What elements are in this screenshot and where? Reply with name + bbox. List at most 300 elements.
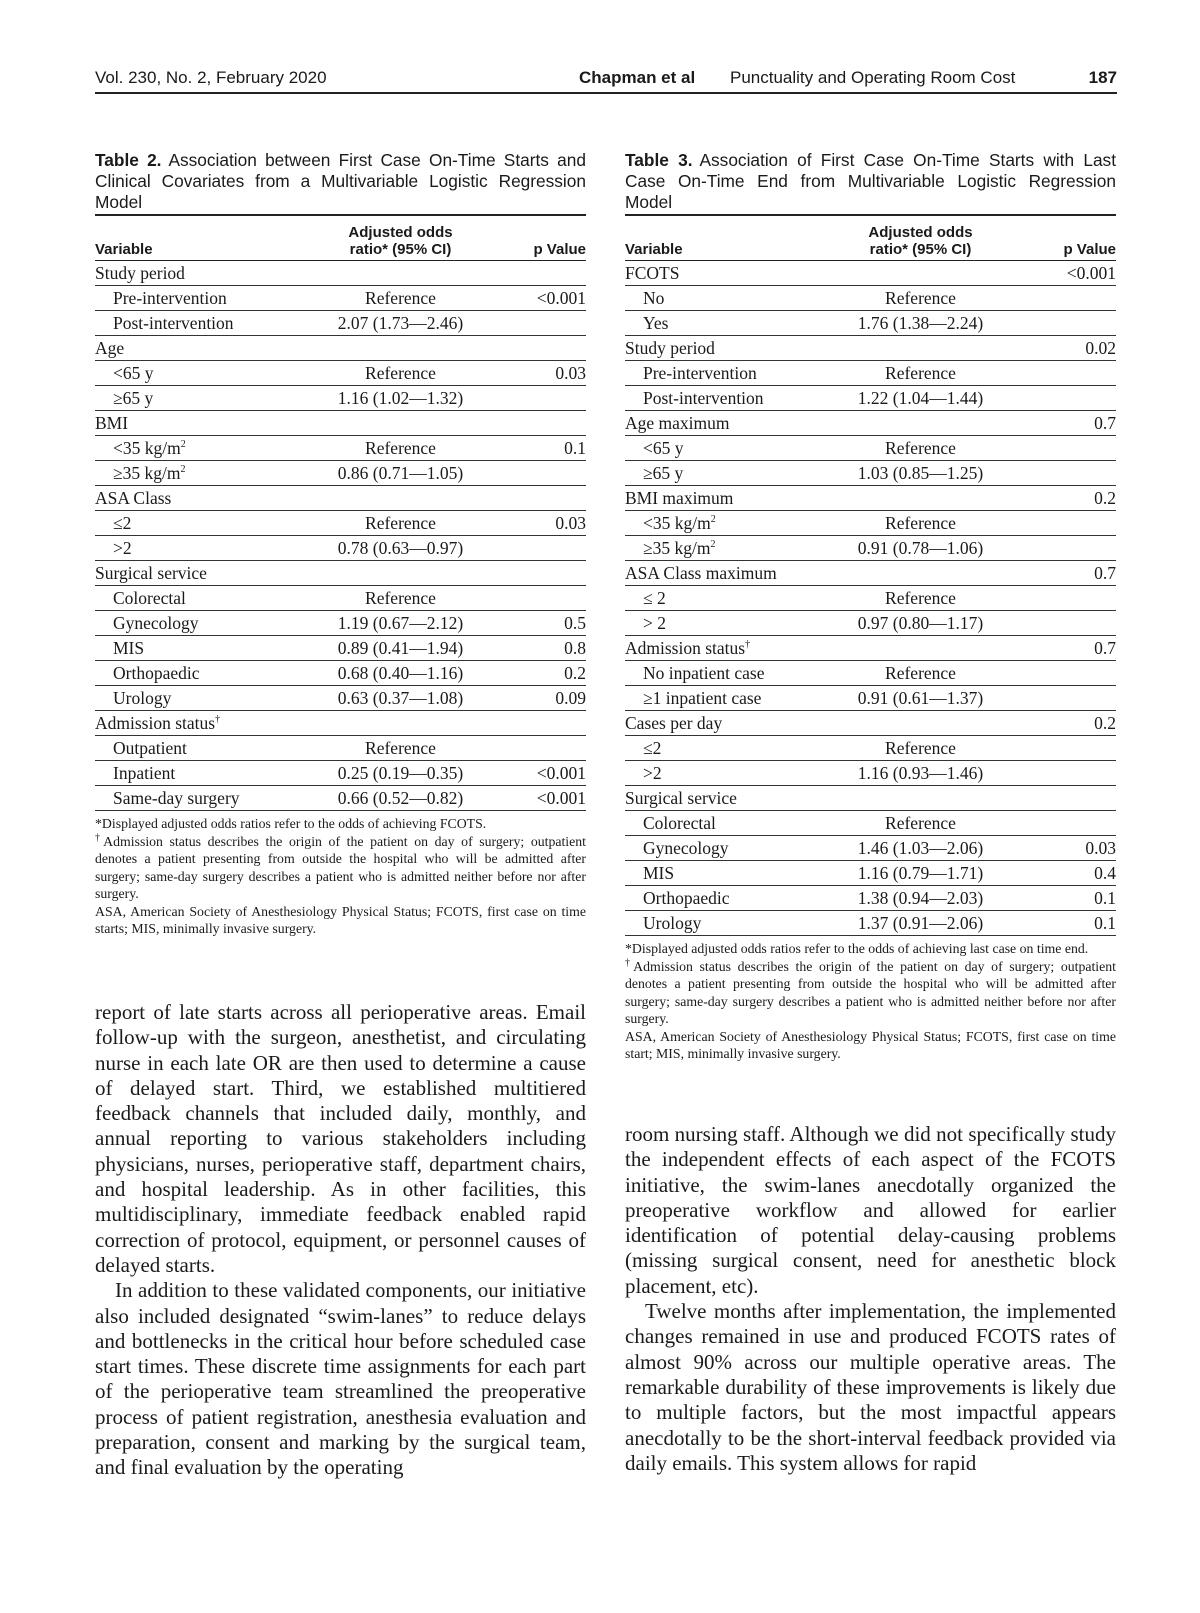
cell-p-value: 0.1 bbox=[496, 436, 586, 461]
cell-variable bbox=[625, 911, 815, 936]
table-row bbox=[625, 561, 1116, 586]
cell-odds-ratio bbox=[815, 261, 1026, 286]
cell-odds-ratio bbox=[305, 561, 496, 586]
table-row bbox=[625, 811, 1116, 836]
cell-variable bbox=[95, 586, 305, 611]
variable-label: Urology bbox=[643, 913, 702, 933]
cell-variable bbox=[95, 561, 305, 586]
cell-variable bbox=[95, 611, 305, 636]
cell-variable bbox=[95, 661, 305, 686]
table-row bbox=[625, 411, 1116, 436]
cell-variable bbox=[625, 786, 815, 811]
cell-odds-ratio: 1.22 (1.04—1.44) bbox=[815, 386, 1026, 411]
table-row bbox=[95, 686, 586, 711]
variable-superscript: † bbox=[215, 714, 221, 726]
table-3-block bbox=[625, 150, 1116, 1063]
cell-odds-ratio bbox=[815, 711, 1026, 736]
journal-volume: Vol. 230, No. 2, February 2020 bbox=[95, 68, 327, 87]
table-row bbox=[625, 661, 1116, 686]
col-odds-header bbox=[305, 215, 496, 261]
cell-variable bbox=[95, 311, 305, 336]
cell-variable bbox=[625, 586, 815, 611]
table-row bbox=[95, 611, 586, 636]
cell-odds-ratio: Reference bbox=[305, 511, 496, 536]
table-row bbox=[625, 636, 1116, 661]
cell-variable bbox=[625, 436, 815, 461]
table-row bbox=[95, 311, 586, 336]
table-row bbox=[625, 586, 1116, 611]
table-row bbox=[95, 711, 586, 736]
table-row bbox=[625, 736, 1116, 761]
table-row bbox=[95, 286, 586, 311]
variable-label: Pre-intervention bbox=[643, 363, 757, 383]
cell-odds-ratio bbox=[815, 411, 1026, 436]
cell-p-value: 0.2 bbox=[496, 661, 586, 686]
cell-variable bbox=[625, 636, 815, 661]
cell-odds-ratio: 0.68 (0.40—1.16) bbox=[305, 661, 496, 686]
table-row bbox=[625, 336, 1116, 361]
cell-p-value: 0.02 bbox=[1026, 336, 1116, 361]
cell-p-value: 0.4 bbox=[1026, 861, 1116, 886]
variable-label: ASA Class bbox=[95, 488, 172, 508]
cell-variable bbox=[625, 511, 815, 536]
cell-odds-ratio: 1.37 (0.91—2.06) bbox=[815, 911, 1026, 936]
cell-odds-ratio: 0.66 (0.52—0.82) bbox=[305, 786, 496, 811]
table-row bbox=[95, 486, 586, 511]
variable-label: No bbox=[643, 288, 665, 308]
table-row bbox=[625, 511, 1116, 536]
variable-label: <35 kg/m bbox=[113, 438, 181, 458]
cell-variable bbox=[625, 561, 815, 586]
variable-label: ≥65 y bbox=[643, 463, 684, 483]
cell-odds-ratio: 1.16 (0.79—1.71) bbox=[815, 861, 1026, 886]
cell-p-value bbox=[496, 711, 586, 736]
footnote-text: *Displayed adjusted odds ratios refer to the odds of achieving FCOTS. bbox=[95, 816, 487, 831]
col-odds-header bbox=[815, 215, 1026, 261]
cell-odds-ratio: 0.78 (0.63—0.97) bbox=[305, 536, 496, 561]
variable-label: Same-day surgery bbox=[113, 788, 240, 808]
cell-variable bbox=[95, 361, 305, 386]
variable-label: Urology bbox=[113, 688, 172, 708]
cell-variable bbox=[625, 411, 815, 436]
table-row bbox=[95, 411, 586, 436]
cell-p-value bbox=[1026, 661, 1116, 686]
cell-odds-ratio bbox=[815, 336, 1026, 361]
cell-variable bbox=[95, 286, 305, 311]
table-row bbox=[625, 761, 1116, 786]
cell-p-value bbox=[1026, 511, 1116, 536]
cell-odds-ratio: 1.16 (1.02—1.32) bbox=[305, 386, 496, 411]
variable-label: ≤2 bbox=[643, 738, 662, 758]
cell-variable bbox=[625, 386, 815, 411]
table-row bbox=[625, 686, 1116, 711]
variable-label: Surgical service bbox=[95, 563, 207, 583]
cell-variable bbox=[625, 311, 815, 336]
variable-label: Age bbox=[95, 338, 125, 358]
cell-odds-ratio: Reference bbox=[815, 811, 1026, 836]
variable-label: Post-intervention bbox=[113, 313, 234, 333]
cell-variable bbox=[95, 336, 305, 361]
cell-p-value bbox=[1026, 386, 1116, 411]
footnote-text: *Displayed adjusted odds ratios refer to the odds of achieving last case on time end. bbox=[625, 941, 1089, 956]
table-footnote bbox=[625, 1028, 1116, 1063]
cell-p-value bbox=[1026, 611, 1116, 636]
cell-odds-ratio: 0.97 (0.80—1.17) bbox=[815, 611, 1026, 636]
table-2-header-row bbox=[95, 215, 586, 261]
table-row bbox=[625, 836, 1116, 861]
cell-p-value bbox=[496, 586, 586, 611]
variable-superscript: 2 bbox=[180, 464, 186, 476]
cell-odds-ratio bbox=[815, 636, 1026, 661]
cell-p-value: 0.8 bbox=[496, 636, 586, 661]
cell-odds-ratio bbox=[305, 261, 496, 286]
cell-variable bbox=[625, 761, 815, 786]
col-variable-header: Variable bbox=[625, 215, 815, 261]
cell-variable bbox=[625, 861, 815, 886]
cell-p-value bbox=[1026, 686, 1116, 711]
cell-variable bbox=[95, 386, 305, 411]
variable-label: >2 bbox=[643, 763, 662, 783]
table-2-body bbox=[95, 261, 586, 811]
cell-p-value: 0.1 bbox=[1026, 886, 1116, 911]
variable-label: Study period bbox=[95, 263, 185, 283]
cell-variable bbox=[625, 361, 815, 386]
cell-odds-ratio: Reference bbox=[305, 286, 496, 311]
variable-label: No inpatient case bbox=[643, 663, 765, 683]
table-row bbox=[95, 661, 586, 686]
cell-odds-ratio: 0.89 (0.41—1.94) bbox=[305, 636, 496, 661]
running-title: Punctuality and Operating Room Cost bbox=[730, 68, 1016, 87]
variable-label: Gynecology bbox=[643, 838, 729, 858]
variable-label: Surgical service bbox=[625, 788, 737, 808]
table-2-footnotes bbox=[95, 815, 586, 938]
cell-variable bbox=[95, 486, 305, 511]
variable-superscript: 2 bbox=[710, 539, 716, 551]
cell-variable bbox=[625, 611, 815, 636]
cell-odds-ratio bbox=[815, 786, 1026, 811]
table-row bbox=[95, 786, 586, 811]
cell-odds-ratio: Reference bbox=[815, 436, 1026, 461]
table-row bbox=[95, 436, 586, 461]
body-text-right-column bbox=[625, 1122, 1116, 1476]
cell-p-value bbox=[496, 536, 586, 561]
cell-variable bbox=[625, 711, 815, 736]
cell-p-value bbox=[496, 461, 586, 486]
variable-label: Cases per day bbox=[625, 713, 723, 733]
cell-odds-ratio: 1.46 (1.03—2.06) bbox=[815, 836, 1026, 861]
table-2-label: Table 2. bbox=[95, 150, 162, 170]
table-row bbox=[625, 286, 1116, 311]
cell-odds-ratio: 0.86 (0.71—1.05) bbox=[305, 461, 496, 486]
table-3-label: Table 3. bbox=[625, 150, 693, 170]
cell-variable bbox=[625, 886, 815, 911]
variable-superscript: † bbox=[745, 639, 751, 651]
variable-label: <65 y bbox=[113, 363, 154, 383]
table-row bbox=[625, 436, 1116, 461]
variable-label: Study period bbox=[625, 338, 715, 358]
variable-label: Colorectal bbox=[643, 813, 716, 833]
cell-variable bbox=[95, 411, 305, 436]
variable-label: Post-intervention bbox=[643, 388, 764, 408]
cell-variable bbox=[95, 461, 305, 486]
cell-p-value bbox=[1026, 461, 1116, 486]
cell-p-value bbox=[1026, 811, 1116, 836]
table-row bbox=[625, 861, 1116, 886]
variable-superscript: 2 bbox=[180, 439, 186, 451]
cell-p-value bbox=[1026, 761, 1116, 786]
cell-odds-ratio: 0.91 (0.78—1.06) bbox=[815, 536, 1026, 561]
table-row bbox=[95, 736, 586, 761]
table-3-caption bbox=[625, 150, 1116, 214]
table-row bbox=[95, 586, 586, 611]
cell-variable bbox=[625, 736, 815, 761]
cell-variable bbox=[625, 811, 815, 836]
cell-odds-ratio: Reference bbox=[305, 586, 496, 611]
cell-p-value: 0.5 bbox=[496, 611, 586, 636]
variable-superscript: 2 bbox=[710, 514, 716, 526]
cell-odds-ratio: 1.19 (0.67—2.12) bbox=[305, 611, 496, 636]
cell-p-value: 0.2 bbox=[1026, 711, 1116, 736]
table-row bbox=[95, 336, 586, 361]
cell-odds-ratio bbox=[305, 336, 496, 361]
table-row bbox=[95, 561, 586, 586]
table-footnote bbox=[95, 903, 586, 938]
footnote-mark: † bbox=[95, 831, 104, 843]
cell-p-value bbox=[496, 736, 586, 761]
variable-label: MIS bbox=[643, 863, 675, 883]
col-odds-header-line2: ratio* (95% CI) bbox=[349, 241, 452, 258]
cell-odds-ratio: Reference bbox=[305, 361, 496, 386]
cell-variable bbox=[95, 436, 305, 461]
cell-odds-ratio: 1.03 (0.85—1.25) bbox=[815, 461, 1026, 486]
table-row bbox=[95, 461, 586, 486]
cell-p-value bbox=[496, 486, 586, 511]
cell-p-value: 0.1 bbox=[1026, 911, 1116, 936]
variable-label: Colorectal bbox=[113, 588, 186, 608]
table-3 bbox=[625, 214, 1116, 936]
body-paragraph: report of late starts across all perioperative areas. Email follow-up with the surgeon, anesthetist, and circulating nurse in each late OR are then used to determine a cause of delayed start. Third, we established multitiered feedback channels that included daily, monthly, and annual reporting to various stakeholders including physicians, nurses, perioperative staff, department chairs, and hospital leadership. As in other facilities, this multidisciplinary, immediate feedback enabled rapid correction of protocol, equipment, or personnel causes of delayed starts. bbox=[95, 1000, 586, 1277]
col-odds-header-line2: ratio* (95% CI) bbox=[869, 241, 972, 258]
table-2-block bbox=[95, 150, 586, 938]
variable-label: Pre-intervention bbox=[113, 288, 227, 308]
cell-variable bbox=[95, 786, 305, 811]
variable-label: ≥35 kg/m bbox=[113, 463, 181, 483]
body-paragraph: room nursing staff. Although we did not specifically study the independent effects of each aspect of the FCOTS initiative, the swim-lanes anecdotally organized the preoperative workflow and allowed for earlier identification of potential delay-causing problems (missing surgical consent, need for anesthetic block placement, etc). bbox=[625, 1122, 1116, 1298]
cell-p-value: <0.001 bbox=[1026, 261, 1116, 286]
table-3-caption-text: Association of First Case On-Time Starts with Last Case On-Time End from Multivariable Logistic Regression Model bbox=[625, 150, 1116, 212]
footnote-text: ASA, American Society of Anesthesiology Physical Status; FCOTS, first case on time starts; MIS, minimally invasive surgery. bbox=[95, 903, 586, 936]
variable-label: <35 kg/m bbox=[643, 513, 711, 533]
cell-odds-ratio: Reference bbox=[305, 736, 496, 761]
variable-label: ≤2 bbox=[113, 513, 132, 533]
variable-label: Age maximum bbox=[625, 413, 730, 433]
cell-variable bbox=[95, 636, 305, 661]
table-row bbox=[625, 786, 1116, 811]
cell-p-value: 0.03 bbox=[496, 361, 586, 386]
table-footnote bbox=[625, 940, 1116, 958]
cell-odds-ratio: 1.76 (1.38—2.24) bbox=[815, 311, 1026, 336]
table-row bbox=[625, 261, 1116, 286]
variable-label: FCOTS bbox=[625, 263, 680, 283]
footnote-mark: † bbox=[625, 956, 634, 968]
variable-label: MIS bbox=[113, 638, 145, 658]
cell-odds-ratio: Reference bbox=[815, 736, 1026, 761]
cell-p-value: 0.03 bbox=[1026, 836, 1116, 861]
cell-p-value: 0.2 bbox=[1026, 486, 1116, 511]
table-row bbox=[625, 911, 1116, 936]
cell-odds-ratio: 0.91 (0.61—1.37) bbox=[815, 686, 1026, 711]
footnote-text: ASA, American Society of Anesthesiology Physical Status; FCOTS, first case on time start; MIS, minimally invasive surgery. bbox=[625, 1028, 1116, 1061]
running-authors: Chapman et al bbox=[579, 68, 696, 87]
cell-p-value bbox=[496, 261, 586, 286]
table-footnote bbox=[95, 815, 586, 833]
cell-odds-ratio bbox=[305, 711, 496, 736]
table-row bbox=[95, 536, 586, 561]
body-text-left-column bbox=[95, 1000, 586, 1481]
variable-label: ≤ 2 bbox=[643, 588, 666, 608]
cell-odds-ratio: 1.38 (0.94—2.03) bbox=[815, 886, 1026, 911]
table-row bbox=[95, 386, 586, 411]
table-row bbox=[95, 361, 586, 386]
cell-variable bbox=[625, 286, 815, 311]
cell-variable bbox=[95, 711, 305, 736]
cell-p-value bbox=[1026, 361, 1116, 386]
table-2-caption-text: Association between First Case On-Time Starts and Clinical Covariates from a Multivariable Logistic Regression Model bbox=[95, 150, 586, 212]
table-row bbox=[625, 536, 1116, 561]
cell-variable bbox=[95, 761, 305, 786]
cell-odds-ratio: Reference bbox=[815, 511, 1026, 536]
table-footnote bbox=[95, 833, 586, 903]
cell-p-value: <0.001 bbox=[496, 786, 586, 811]
cell-variable bbox=[625, 461, 815, 486]
cell-p-value bbox=[1026, 736, 1116, 761]
cell-odds-ratio: 0.63 (0.37—1.08) bbox=[305, 686, 496, 711]
table-3-body bbox=[625, 261, 1116, 936]
variable-label: ≥65 y bbox=[113, 388, 154, 408]
cell-p-value bbox=[496, 411, 586, 436]
table-2-caption bbox=[95, 150, 586, 214]
running-header bbox=[95, 66, 1117, 94]
table-3-footnotes bbox=[625, 940, 1116, 1063]
cell-odds-ratio: 1.16 (0.93—1.46) bbox=[815, 761, 1026, 786]
cell-p-value bbox=[496, 386, 586, 411]
variable-label: Orthopaedic bbox=[643, 888, 730, 908]
variable-label: Admission status bbox=[95, 713, 216, 733]
cell-odds-ratio: Reference bbox=[815, 361, 1026, 386]
cell-odds-ratio bbox=[305, 486, 496, 511]
cell-p-value: 0.7 bbox=[1026, 636, 1116, 661]
cell-variable bbox=[95, 536, 305, 561]
table-row bbox=[625, 386, 1116, 411]
cell-odds-ratio: Reference bbox=[305, 436, 496, 461]
cell-odds-ratio: 2.07 (1.73—2.46) bbox=[305, 311, 496, 336]
cell-variable bbox=[95, 261, 305, 286]
cell-odds-ratio: Reference bbox=[815, 586, 1026, 611]
cell-variable bbox=[625, 686, 815, 711]
page-number: 187 bbox=[1088, 68, 1117, 87]
cell-variable bbox=[95, 686, 305, 711]
table-row bbox=[625, 611, 1116, 636]
table-row bbox=[625, 461, 1116, 486]
table-2 bbox=[95, 214, 586, 811]
footnote-text: Admission status describes the origin of the patient on day of surgery; outpatient denotes a patient presenting from outside the hospital who will be admitted after surgery; same-day surgery describes a patient who is admitted neither before nor after surgery. bbox=[95, 833, 586, 901]
cell-p-value: <0.001 bbox=[496, 286, 586, 311]
footnote-text: Admission status describes the origin of the patient on day of surgery; outpatient denotes a patient presenting from outside the hospital who will be admitted after surgery; same-day surgery describes a patient who is admitted neither before nor after surgery. bbox=[625, 958, 1116, 1026]
cell-variable bbox=[625, 536, 815, 561]
col-variable-header: Variable bbox=[95, 215, 305, 261]
cell-p-value: 0.7 bbox=[1026, 411, 1116, 436]
col-p-header: p Value bbox=[496, 215, 586, 261]
cell-p-value bbox=[1026, 286, 1116, 311]
cell-odds-ratio: Reference bbox=[815, 661, 1026, 686]
variable-label: Inpatient bbox=[113, 763, 176, 783]
variable-label: ≥35 kg/m bbox=[643, 538, 711, 558]
cell-p-value: 0.03 bbox=[496, 511, 586, 536]
body-paragraph: In addition to these validated components, our initiative also included designated “swim-lanes” to reduce delays and bottlenecks in the critical hour before scheduled case start times. These discrete time assignments for each part of the perioperative team streamlined the preoperative process of patient registration, anesthesia evaluation and preparation, consent and marking by the surgical team, and final evaluation by the operating bbox=[95, 1278, 586, 1480]
cell-p-value bbox=[496, 561, 586, 586]
col-odds-header-line1: Adjusted odds bbox=[348, 224, 453, 241]
cell-p-value bbox=[496, 336, 586, 361]
cell-p-value: 0.09 bbox=[496, 686, 586, 711]
table-row bbox=[625, 486, 1116, 511]
variable-label: Outpatient bbox=[113, 738, 187, 758]
col-p-header: p Value bbox=[1026, 215, 1116, 261]
variable-label: Admission status bbox=[625, 638, 746, 658]
cell-p-value bbox=[1026, 436, 1116, 461]
cell-p-value bbox=[1026, 536, 1116, 561]
variable-label: Yes bbox=[643, 313, 669, 333]
variable-label: BMI maximum bbox=[625, 488, 734, 508]
table-row bbox=[95, 761, 586, 786]
cell-variable bbox=[95, 511, 305, 536]
cell-odds-ratio: 0.25 (0.19—0.35) bbox=[305, 761, 496, 786]
table-footnote bbox=[625, 958, 1116, 1028]
table-row bbox=[95, 636, 586, 661]
col-odds-header-line1: Adjusted odds bbox=[868, 224, 973, 241]
variable-label: BMI bbox=[95, 413, 129, 433]
variable-label: > 2 bbox=[643, 613, 666, 633]
table-row bbox=[625, 886, 1116, 911]
cell-variable bbox=[625, 336, 815, 361]
variable-label: ≥1 inpatient case bbox=[643, 688, 762, 708]
variable-label: >2 bbox=[113, 538, 132, 558]
cell-variable bbox=[95, 736, 305, 761]
table-row bbox=[625, 361, 1116, 386]
body-paragraph: Twelve months after implementation, the implemented changes remained in use and produced FCOTS rates of almost 90% across our multiple operative areas. The remarkable durability of these improvements is likely due to multiple factors, but the most impactful appears anecdotally to be the short-interval feedback provided via daily emails. This system allows for rapid bbox=[625, 1299, 1116, 1475]
variable-label: ASA Class maximum bbox=[625, 563, 777, 583]
table-3-header-row bbox=[625, 215, 1116, 261]
table-row bbox=[625, 311, 1116, 336]
cell-odds-ratio bbox=[815, 486, 1026, 511]
table-row bbox=[625, 711, 1116, 736]
cell-p-value bbox=[1026, 311, 1116, 336]
cell-p-value bbox=[1026, 786, 1116, 811]
cell-variable bbox=[625, 661, 815, 686]
cell-p-value bbox=[1026, 586, 1116, 611]
cell-p-value: <0.001 bbox=[496, 761, 586, 786]
cell-p-value bbox=[496, 311, 586, 336]
variable-label: Gynecology bbox=[113, 613, 199, 633]
table-row bbox=[95, 261, 586, 286]
cell-odds-ratio bbox=[305, 411, 496, 436]
cell-odds-ratio bbox=[815, 561, 1026, 586]
cell-variable bbox=[625, 486, 815, 511]
cell-p-value: 0.7 bbox=[1026, 561, 1116, 586]
variable-label: Orthopaedic bbox=[113, 663, 200, 683]
cell-odds-ratio: Reference bbox=[815, 286, 1026, 311]
cell-variable bbox=[625, 261, 815, 286]
variable-label: <65 y bbox=[643, 438, 684, 458]
